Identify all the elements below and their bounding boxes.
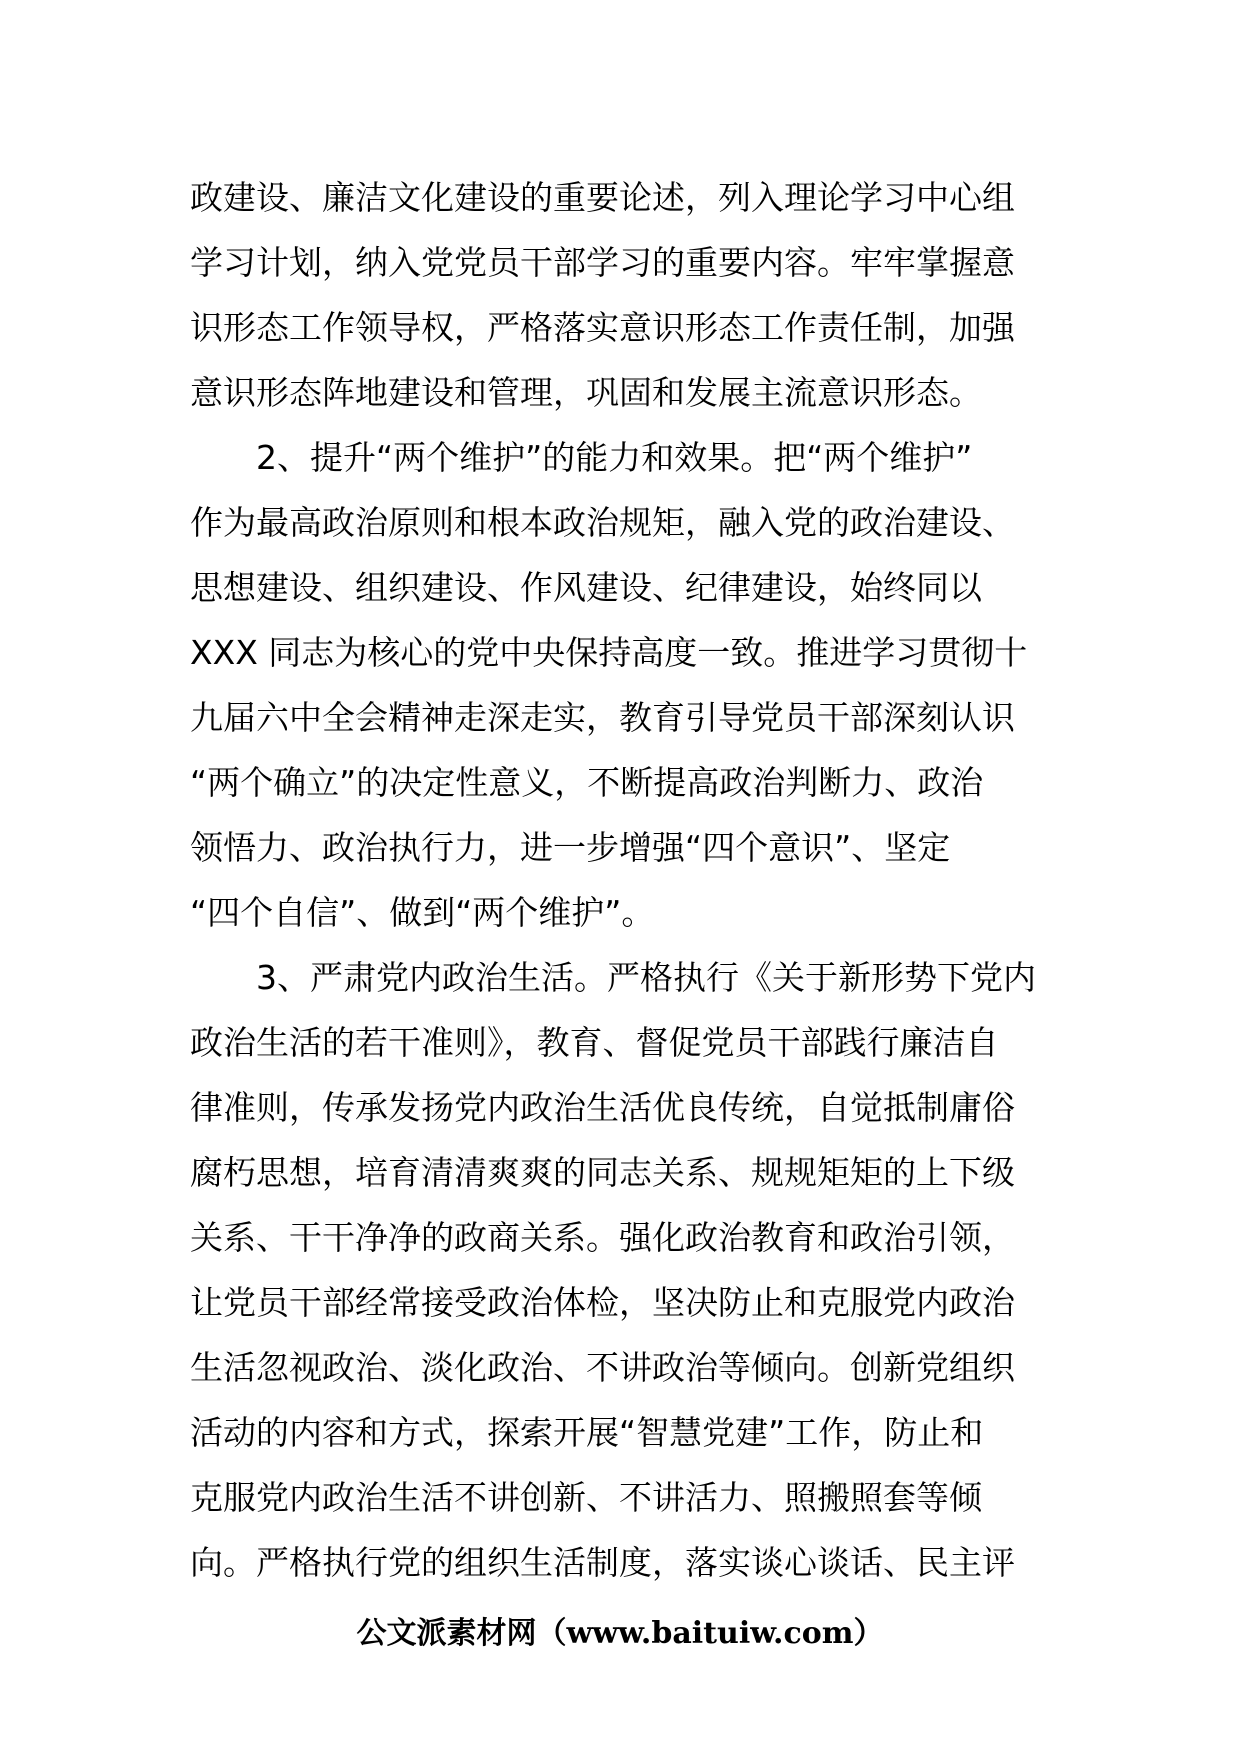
- text-line-10: “两个确立”的决定性意义，不断提高政治判断力、政治: [190, 763, 984, 802]
- text-line-15: 律准则，传承发扬党内政治生活优良传统，自觉抵制庸俗: [190, 1088, 1015, 1127]
- text-line-21: 克服党内政治生活不讲创新、不讲活力、照搬照套等倾: [190, 1478, 982, 1517]
- text-line-18: 让党员干部经常接受政治体检，坚决防止和克服党内政治: [190, 1283, 1015, 1322]
- text-line-22: 向。严格执行党的组织生活制度，落实谈心谈话、民主评: [190, 1543, 1015, 1582]
- text-line-4: 意识形态阵地建设和管理，巩固和发展主流意识形态。: [190, 373, 982, 412]
- text-line-13: 3、严肃党内政治生活。严格执行《关于新形势下党内: [190, 958, 1036, 997]
- text-line-9: 九届六中全会精神走深走实，教育引导党员干部深刻认识: [190, 698, 1015, 737]
- text-line-7: 思想建设、组织建设、作风建设、纪律建设，始终同以: [190, 568, 982, 607]
- text-line-11: 领悟力、政治执行力，进一步增强“四个意识”、坚定: [190, 828, 951, 867]
- text-line-8: XXX 同志为核心的党中央保持高度一致。推进学习贯彻十: [190, 633, 1028, 672]
- text-line-14: 政治生活的若干准则》，教育、督促党员干部践行廉洁自: [190, 1023, 999, 1062]
- text-line-3: 识形态工作领导权，严格落实意识形态工作责任制，加强: [190, 308, 1015, 347]
- text-line-17: 关系、干干净净的政商关系。强化政治教育和政治引领，: [190, 1218, 1015, 1257]
- text-line-16: 腐朽思想，培育清清爽爽的同志关系、规规矩矩的上下级: [190, 1153, 1015, 1192]
- text-line-12: “四个自信”、做到“两个维护”。: [190, 893, 655, 932]
- body-text: [190, 165, 1060, 1595]
- text-line-20: 活动的内容和方式，探索开展“智慧党建”工作，防止和: [190, 1413, 984, 1452]
- text-line-19: 生活忽视政治、淡化政治、不讲政治等倾向。创新党组织: [190, 1348, 1015, 1387]
- text-line-1: 政建设、廉洁文化建设的重要论述，列入理论学习中心组: [190, 178, 1015, 217]
- text-line-6: 作为最高政治原则和根本政治规矩，融入党的政治建设、: [190, 503, 1015, 542]
- text-line-2: 学习计划，纳入党党员干部学习的重要内容。牢牢掌握意: [190, 243, 1015, 282]
- text-line-5: 2、提升“两个维护”的能力和效果。把“两个维护”: [190, 438, 973, 477]
- footer-watermark: 公文派素材网（www.baituiw.com）: [356, 1616, 884, 1651]
